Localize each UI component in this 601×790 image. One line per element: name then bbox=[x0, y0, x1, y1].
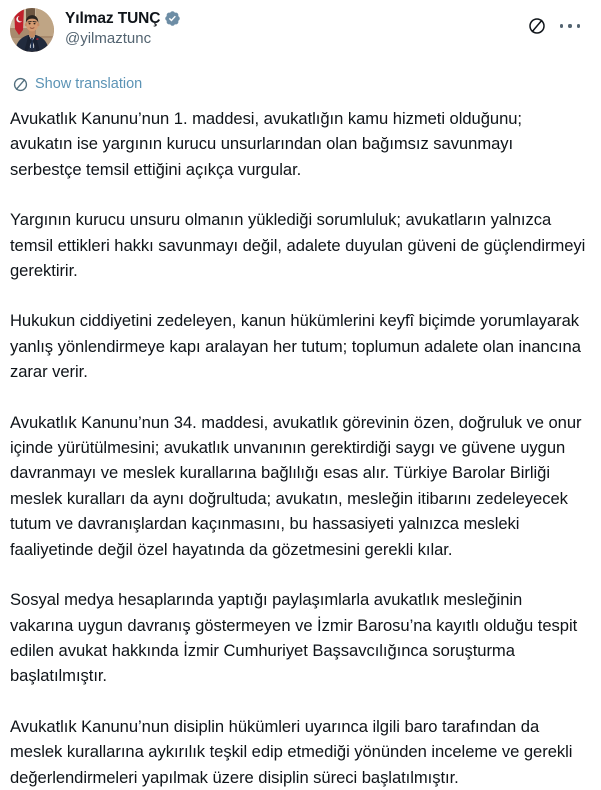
post-header bbox=[10, 8, 591, 56]
post-paragraph: Avukatlık Kanunu’nun 1. maddesi, avukatlığın kamu hizmeti olduğunu; avukatın ise yargının kurucu unsurlarından olan bağımsız savunmayı serbestçe temsil ettiğini açıkça vurgular. bbox=[10, 109, 527, 179]
post-paragraph: Avukatlık Kanunu’nun disiplin hükümleri uyarınca ilgili baro tarafından da meslek kurallarına aykırılık teşkil edip etmediği yönünden inceleme ve gerekli değerlendirmeleri yapılmak üzere disiplin süreci başlatılmıştır. bbox=[10, 716, 577, 787]
more-options-icon[interactable] bbox=[559, 16, 581, 36]
user-handle[interactable]: @yilmaztunc bbox=[65, 30, 152, 47]
grok-icon bbox=[12, 76, 29, 93]
post-paragraph: Hukukun ciddiyetini zedeleyen, kanun hükümlerini keyfî biçimde yorumlayarak yanlış yönlendirmeye kapı aralayan her tutum; toplumun adalete olan inancına zarar verir. bbox=[10, 311, 586, 382]
verified-badge-icon[interactable] bbox=[164, 10, 181, 27]
show-translation-button[interactable] bbox=[12, 76, 142, 93]
identity-block bbox=[65, 8, 181, 48]
name-row bbox=[65, 9, 181, 28]
header-actions bbox=[527, 16, 581, 36]
display-name[interactable]: Yılmaz TUNÇ bbox=[65, 10, 161, 27]
post-paragraph: Yargının kurucu unsuru olmanın yüklediği sorumluluk; avukatların yalnızca temsil ettikleri hakkı savunmayı değil, adalete duyulan güveni de güçlendirmeyi gerektirir. bbox=[10, 210, 590, 281]
post-paragraph: Sosyal medya hesaplarında yaptığı paylaşımlarla avukatlık mesleğinin vakarına uygun davranış göstermeyen ve İzmir Barosu’na kayıtlı olduğu tespit edilen avukat hakkında İzmir Cumhuriyet Başsavcılığınca soruşturma başlatılmıştır. bbox=[10, 590, 582, 686]
more-dot bbox=[577, 24, 580, 27]
post-text bbox=[10, 106, 591, 790]
show-translation-label: Show translation bbox=[35, 76, 143, 92]
more-dot bbox=[560, 24, 563, 27]
avatar[interactable] bbox=[10, 8, 54, 52]
more-dot bbox=[568, 24, 571, 27]
grok-icon[interactable] bbox=[527, 16, 547, 36]
post-paragraph: Avukatlık Kanunu’nun 34. maddesi, avukatlık görevinin özen, doğruluk ve onur içinde yürütülmesini; avukatlık unvanının gerektirdiği saygı ve güvene uygun davranmayı ve meslek kurallarına bağlılığı esas alır. Türkiye Barolar Birliği meslek kuralları da aynı doğrultuda; avukatın, mesleğin itibarını zedeleyecek tutum ve davranışlardan kaçınmasını, bu hassasiyeti yalnızca mesleki faaliyetinde değil özel hayatında da gözetmesini gerekli kılar. bbox=[10, 412, 587, 559]
